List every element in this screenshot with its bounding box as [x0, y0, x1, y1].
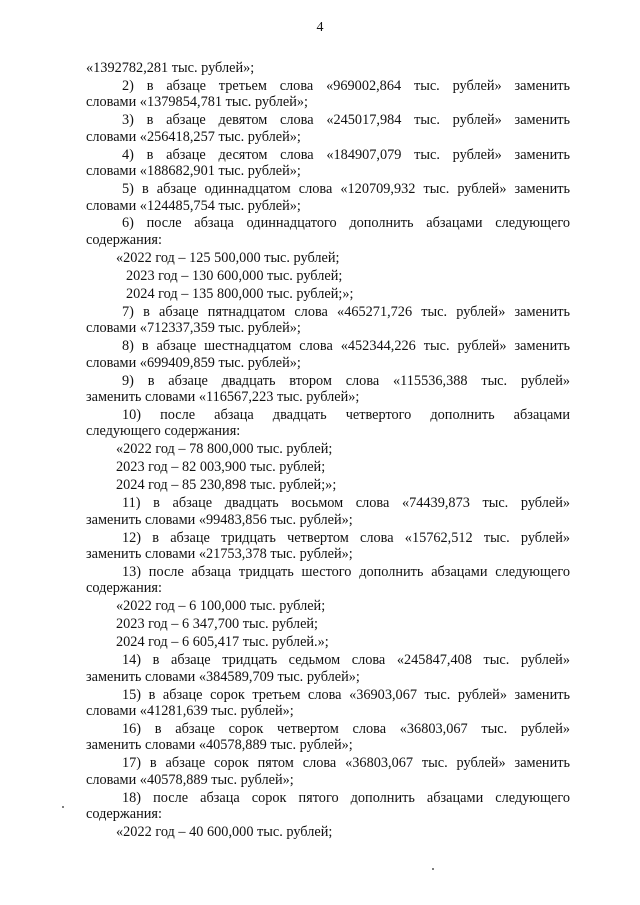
paragraph: [86, 459, 570, 475]
paragraph: [86, 407, 570, 440]
text-line: 15) в абзаце сорок третьем слова «36903,067 тыс. рублей» заменить: [122, 686, 570, 703]
text-line: 7) в абзаце пятнадцатом слова «465271,726 тыс. рублей» заменить: [122, 303, 570, 320]
text-line: заменить словами «40578,889 тыс. рублей»;: [86, 737, 353, 754]
text-line: 2) в абзаце третьем слова «969002,864 тыс. рублей» заменить: [122, 77, 570, 94]
text-line: 2023 год – 82 003,900 тыс. рублей;: [116, 459, 326, 476]
text-line: 5) в абзаце одиннадцатом слова «120709,932 тыс. рублей» заменить: [122, 181, 570, 198]
text-line: 8) в абзаце шестнадцатом слова «452344,226 тыс. рублей» заменить: [122, 338, 570, 355]
paragraph: [86, 60, 570, 76]
paragraph: [86, 441, 570, 457]
paragraph: [86, 477, 570, 493]
text-line: заменить словами «384589,709 тыс. рублей»;: [86, 668, 360, 685]
text-line: 4) в абзаце десятом слова «184907,079 тыс. рублей» заменить: [122, 146, 570, 163]
paragraph: [86, 181, 570, 214]
text-line: словами «1379854,781 тыс. рублей»;: [86, 94, 309, 111]
text-line: 12) в абзаце тридцать четвертом слова «15762,512 тыс. рублей»: [122, 529, 570, 546]
text-line: «1392782,281 тыс. рублей»;: [86, 60, 255, 76]
text-line: 17) в абзаце сорок пятом слова «36803,067 тыс. рублей» заменить: [122, 755, 570, 772]
text-line: словами «256418,257 тыс. рублей»;: [86, 128, 301, 145]
text-line: 13) после абзаца тридцать шестого дополнить абзацами следующего: [122, 564, 570, 581]
paragraph: [86, 652, 570, 685]
paragraph: [86, 755, 570, 788]
text-line: 16) в абзаце сорок четвертом слова «36803,067 тыс. рублей»: [122, 721, 570, 738]
scan-speck: [432, 868, 434, 870]
text-line: заменить словами «21753,378 тыс. рублей»;: [86, 546, 353, 563]
paragraph: [86, 286, 570, 302]
paragraph: [86, 268, 570, 284]
text-line: «2022 год – 78 800,000 тыс. рублей;: [116, 441, 333, 458]
text-line: заменить словами «116567,223 тыс. рублей»;: [86, 388, 360, 405]
paragraph: [86, 304, 570, 337]
text-line: следующего содержания:: [86, 423, 241, 440]
paragraph: [86, 616, 570, 632]
paragraph: [86, 721, 570, 754]
text-line: словами «41281,639 тыс. рублей»;: [86, 703, 294, 720]
text-line: 2024 год – 85 230,898 тыс. рублей;»;: [116, 477, 337, 494]
paragraph: [86, 598, 570, 614]
text-line: 2024 год – 135 800,000 тыс. рублей;»;: [126, 285, 354, 302]
paragraph: [86, 564, 570, 597]
paragraph: [86, 687, 570, 720]
paragraph: [86, 790, 570, 823]
text-line: заменить словами «99483,856 тыс. рублей»;: [86, 511, 353, 528]
text-line: 10) после абзаца двадцать четвертого дополнить абзацами: [122, 406, 570, 423]
text-line: словами «712337,359 тыс. рублей»;: [86, 320, 301, 337]
paragraph: [86, 338, 570, 371]
text-line: содержания:: [86, 231, 162, 248]
text-line: словами «124485,754 тыс. рублей»;: [86, 197, 301, 214]
text-line: 11) в абзаце двадцать восьмом слова «74439,873 тыс. рублей»: [122, 495, 570, 512]
text-line: «2022 год – 40 600,000 тыс. рублей;: [116, 824, 333, 841]
paragraph: [86, 78, 570, 111]
paragraph: [86, 634, 570, 650]
paragraph: [86, 495, 570, 528]
text-line: 3) в абзаце девятом слова «245017,984 тыс. рублей» заменить: [122, 112, 570, 129]
text-line: 9) в абзаце двадцать втором слова «115536,388 тыс. рублей»: [122, 372, 570, 389]
paragraph: [86, 215, 570, 248]
text-line: «2022 год – 6 100,000 тыс. рублей;: [116, 598, 326, 615]
text-line: словами «40578,889 тыс. рублей»;: [86, 771, 294, 788]
paragraph: [86, 824, 570, 840]
paragraph: [86, 530, 570, 563]
document-body: [86, 60, 570, 842]
text-line: «2022 год – 125 500,000 тыс. рублей;: [116, 249, 340, 266]
text-line: 18) после абзаца сорок пятого дополнить абзацами следующего: [122, 789, 570, 806]
text-line: 6) после абзаца одиннадцатого дополнить абзацами следующего: [122, 215, 570, 232]
paragraph: [86, 373, 570, 406]
text-line: 14) в абзаце тридцать седьмом слова «245847,408 тыс. рублей»: [122, 652, 570, 669]
paragraph: [86, 112, 570, 145]
text-line: 2023 год – 130 600,000 тыс. рублей;: [126, 267, 343, 284]
text-line: 2024 год – 6 605,417 тыс. рублей.»;: [116, 634, 329, 651]
text-line: содержания:: [86, 580, 162, 597]
paragraph: [86, 250, 570, 266]
scan-speck: [62, 806, 64, 808]
paragraph: [86, 147, 570, 180]
text-line: содержания:: [86, 806, 162, 823]
text-line: словами «699409,859 тыс. рублей»;: [86, 354, 301, 371]
text-line: словами «188682,901 тыс. рублей»;: [86, 163, 301, 180]
page-number: 4: [316, 20, 324, 35]
text-line: 2023 год – 6 347,700 тыс. рублей;: [116, 616, 319, 633]
